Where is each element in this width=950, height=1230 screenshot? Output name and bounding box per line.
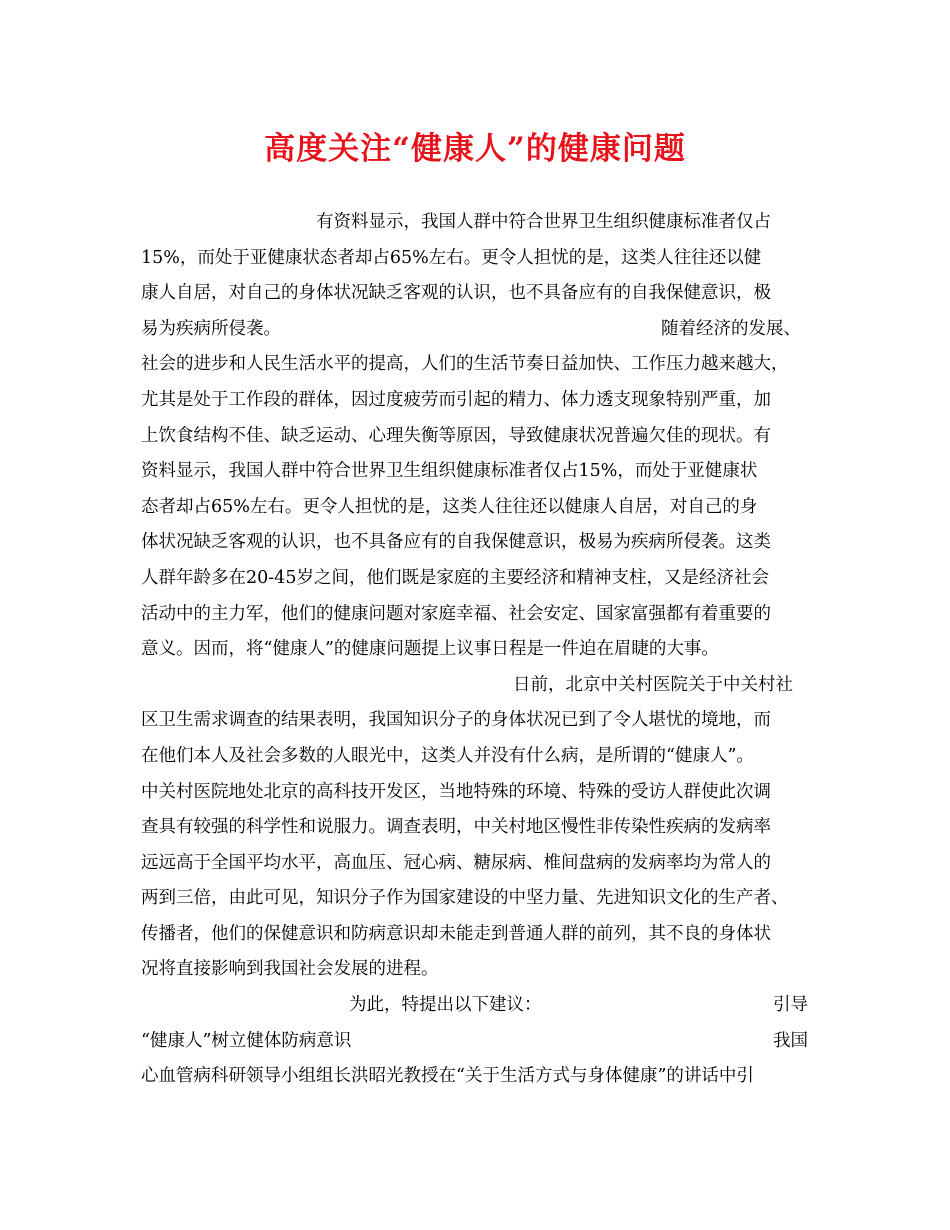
text-segment: 况将直接影响到我国社会发展的进程。 <box>141 959 439 980</box>
text-line <box>141 383 821 419</box>
text-segment: 活动中的主力军，他们的健康问题对家庭幸福、社会安定、国家富强都有着重要的 <box>141 603 771 624</box>
text-line <box>141 703 821 739</box>
text-line <box>141 846 821 882</box>
text-line <box>141 419 821 455</box>
text-segment: 态者却占65%左右。更令人担忧的是，这类人往往还以健康人自居，对自己的身 <box>141 496 758 517</box>
text-line <box>141 917 821 953</box>
text-line <box>141 739 821 775</box>
text-segment: 两到三倍，由此可见，知识分子作为国家建设的中坚力量、先进知识文化的生产者、 <box>141 888 789 909</box>
text-segment: “健康人”树立健体防病意识 <box>141 1030 352 1051</box>
text-segment: 康人自居，对自己的身体状况缺乏客观的认识，也不具备应有的自我保健意识，极 <box>141 283 771 304</box>
text-segment: 区卫生需求调查的结果表明，我国知识分子的身体状况已到了令人堪忧的境地，而 <box>141 710 771 731</box>
document-body <box>141 205 821 1095</box>
text-segment: 随着经济的发展、 <box>661 318 801 339</box>
text-segment: 我国 <box>773 1030 808 1051</box>
text-line <box>141 312 821 348</box>
text-line <box>141 1024 821 1060</box>
text-segment: 查具有较强的科学性和说服力。调查表明，中关村地区慢性非传染性疾病的发病率 <box>141 817 771 838</box>
text-line <box>141 241 821 277</box>
text-line <box>141 668 821 704</box>
text-line <box>141 454 821 490</box>
text-line <box>141 632 821 668</box>
text-line <box>141 276 821 312</box>
text-segment: 易为疾病所侵袭。 <box>141 318 281 339</box>
text-line <box>141 347 821 383</box>
text-line <box>141 775 821 811</box>
text-segment: 引导 <box>773 995 808 1016</box>
text-segment: 有资料显示，我国人群中符合世界卫生组织健康标准者仅占 <box>316 212 771 232</box>
text-segment: 日前，北京中关村医院关于中关村社 <box>513 674 793 695</box>
text-line <box>141 952 821 988</box>
document-title: 高度关注“健康人”的健康问题 <box>264 131 686 167</box>
text-line <box>141 810 821 846</box>
text-line <box>141 205 821 241</box>
text-line <box>141 490 821 526</box>
text-segment: 中关村医院地处北京的高科技开发区，当地特殊的环境、特殊的受访人群使此次调 <box>141 781 771 802</box>
text-segment: 15%，而处于亚健康状态者却占65%左右。更令人担忧的是，这类人往往还以健 <box>141 247 762 268</box>
text-segment: 社会的进步和人民生活水平的提高，人们的生活节奏日益加快、工作压力越来越大， <box>141 354 789 375</box>
text-segment: 远远高于全国平均水平，高血压、冠心病、糖尿病、椎间盘病的发病率均为常人的 <box>141 852 771 873</box>
text-segment: 传播者，他们的保健意识和防病意识却未能走到普通人群的前列，其不良的身体状 <box>141 923 771 944</box>
text-line <box>141 561 821 597</box>
text-segment: 资料显示，我国人群中符合世界卫生组织健康标准者仅占15%，而处于亚健康状 <box>141 461 758 482</box>
text-line <box>141 525 821 561</box>
text-line <box>141 1059 821 1095</box>
text-segment: 人群年龄多在20-45岁之间，他们既是家庭的主要经济和精神支柱，又是经济社会 <box>141 567 769 588</box>
text-segment: 为此，特提出以下建议： <box>349 995 542 1016</box>
text-segment: 上饮食结构不佳、缺乏运动、心理失衡等原因，导致健康状况普遍欠佳的现状。有 <box>141 425 771 446</box>
text-segment: 尤其是处于工作段的群体，因过度疲劳而引起的精力、体力透支现象特别严重，加 <box>141 389 771 410</box>
text-line <box>141 881 821 917</box>
text-segment: 心血管病科研领导小组组长洪昭光教授在“关于生活方式与身体健康”的讲话中引 <box>141 1066 754 1087</box>
text-segment: 在他们本人及社会多数的人眼光中，这类人并没有什么病，是所谓的“健康人”。 <box>141 745 754 766</box>
text-line <box>141 988 821 1024</box>
text-line <box>141 597 821 633</box>
text-segment: 意义。因而，将“健康人”的健康问题提上议事日程是一件迫在眉睫的大事。 <box>141 639 719 660</box>
text-segment: 体状况缺乏客观的认识，也不具备应有的自我保健意识，极易为疾病所侵袭。这类 <box>141 532 771 553</box>
